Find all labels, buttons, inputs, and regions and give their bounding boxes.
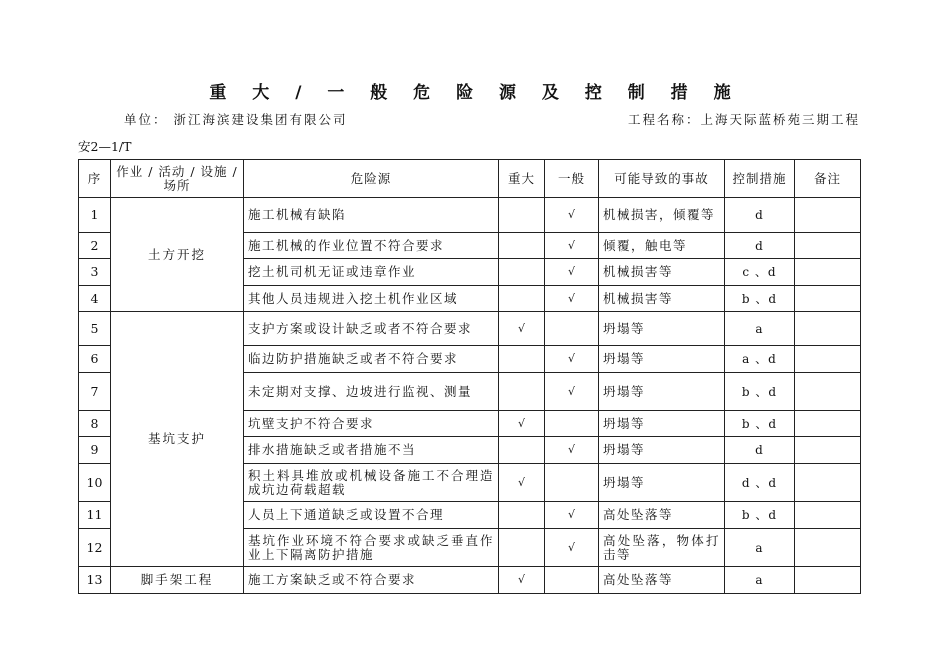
control-cell: d [725, 437, 795, 464]
remark-cell [795, 233, 861, 259]
header-major: 重大 [499, 160, 545, 198]
accident-cell: 坍塌等 [599, 437, 725, 464]
header-seq: 序 [79, 160, 111, 198]
remark-cell [795, 373, 861, 411]
major-cell: √ [499, 464, 545, 502]
general-cell [545, 567, 599, 594]
control-cell: a [725, 567, 795, 594]
major-cell [499, 233, 545, 259]
seq-cell: 6 [79, 346, 111, 373]
control-cell: d 、d [725, 464, 795, 502]
accident-cell: 坍塌等 [599, 464, 725, 502]
hazard-cell: 施工机械有缺陷 [244, 198, 499, 233]
control-cell: c 、d [725, 259, 795, 286]
major-cell: √ [499, 312, 545, 346]
accident-cell: 坍塌等 [599, 373, 725, 411]
control-cell: a [725, 312, 795, 346]
activity-cell: 脚手架工程 [111, 567, 244, 594]
general-cell: √ [545, 286, 599, 312]
activity-cell: 土方开挖 [111, 198, 244, 312]
remark-cell [795, 312, 861, 346]
control-cell: b 、d [725, 502, 795, 529]
hazard-cell: 支护方案或设计缺乏或者不符合要求 [244, 312, 499, 346]
hazard-cell: 其他人员违规进入挖土机作业区域 [244, 286, 499, 312]
seq-cell: 9 [79, 437, 111, 464]
accident-cell: 高处坠落等 [599, 502, 725, 529]
header-control: 控制措施 [725, 160, 795, 198]
general-cell: √ [545, 529, 599, 567]
accident-cell: 坍塌等 [599, 411, 725, 437]
header-activity: 作业 / 活动 / 设施 / 场所 [111, 160, 244, 198]
form-code: 安2—1/T [78, 139, 132, 154]
remark-cell [795, 502, 861, 529]
general-cell: √ [545, 259, 599, 286]
remark-cell [795, 567, 861, 594]
remark-cell [795, 259, 861, 286]
remark-cell [795, 198, 861, 233]
project-name-label: 工程名称：上海天际蓝桥苑三期工程 [627, 112, 860, 127]
table-header-row [79, 160, 861, 198]
major-cell: √ [499, 567, 545, 594]
major-cell [499, 198, 545, 233]
seq-cell: 2 [79, 233, 111, 259]
hazard-cell: 排水措施缺乏或者措施不当 [244, 437, 499, 464]
header-general: 一般 [545, 160, 599, 198]
control-cell: b 、d [725, 286, 795, 312]
general-cell [545, 464, 599, 502]
general-cell: √ [545, 373, 599, 411]
seq-cell: 7 [79, 373, 111, 411]
seq-cell: 11 [79, 502, 111, 529]
hazard-cell: 基坑作业环境不符合要求或缺乏垂直作业上下隔离防护措施 [244, 529, 499, 567]
accident-cell: 倾覆，触电等 [599, 233, 725, 259]
major-cell [499, 286, 545, 312]
major-cell [499, 346, 545, 373]
seq-cell: 12 [79, 529, 111, 567]
remark-cell [795, 346, 861, 373]
seq-cell: 5 [79, 312, 111, 346]
unit-label: 单位： 浙江海滨建设集团有限公司 [124, 112, 348, 127]
remark-cell [795, 529, 861, 567]
accident-cell: 机械损害等 [599, 259, 725, 286]
table-row [79, 198, 861, 233]
hazard-cell: 坑壁支护不符合要求 [244, 411, 499, 437]
remark-cell [795, 411, 861, 437]
accident-cell: 高处坠落，物体打击等 [599, 529, 725, 567]
accident-cell: 坍塌等 [599, 312, 725, 346]
general-cell [545, 411, 599, 437]
control-cell: d [725, 233, 795, 259]
general-cell: √ [545, 502, 599, 529]
accident-cell: 坍塌等 [599, 346, 725, 373]
header-accident: 可能导致的事故 [599, 160, 725, 198]
seq-cell: 8 [79, 411, 111, 437]
general-cell: √ [545, 233, 599, 259]
remark-cell [795, 437, 861, 464]
seq-cell: 10 [79, 464, 111, 502]
activity-cell: 基坑支护 [111, 312, 244, 567]
general-cell: √ [545, 437, 599, 464]
seq-cell: 13 [79, 567, 111, 594]
remark-cell [795, 464, 861, 502]
seq-cell: 3 [79, 259, 111, 286]
general-cell: √ [545, 198, 599, 233]
accident-cell: 机械损害等 [599, 286, 725, 312]
control-cell: d [725, 198, 795, 233]
hazard-table [78, 159, 861, 594]
control-cell: b 、d [725, 373, 795, 411]
major-cell: √ [499, 411, 545, 437]
seq-cell: 4 [79, 286, 111, 312]
hazard-cell: 人员上下通道缺乏或设置不合理 [244, 502, 499, 529]
hazard-cell: 未定期对支撑、边坡进行监视、测量 [244, 373, 499, 411]
seq-cell: 1 [79, 198, 111, 233]
accident-cell: 机械损害，倾覆等 [599, 198, 725, 233]
major-cell [499, 259, 545, 286]
control-cell: b 、d [725, 411, 795, 437]
header-hazard: 危险源 [244, 160, 499, 198]
control-cell: a 、d [725, 346, 795, 373]
major-cell [499, 502, 545, 529]
remark-cell [795, 286, 861, 312]
hazard-cell: 施工机械的作业位置不符合要求 [244, 233, 499, 259]
hazard-cell: 施工方案缺乏或不符合要求 [244, 567, 499, 594]
table-row [79, 312, 861, 346]
accident-cell: 高处坠落等 [599, 567, 725, 594]
general-cell [545, 312, 599, 346]
hazard-cell: 积土料具堆放或机械设备施工不合理造成坑边荷载超载 [244, 464, 499, 502]
header-remark: 备注 [795, 160, 861, 198]
hazard-cell: 临边防护措施缺乏或者不符合要求 [244, 346, 499, 373]
table-row [79, 567, 861, 594]
major-cell [499, 529, 545, 567]
general-cell: √ [545, 346, 599, 373]
major-cell [499, 437, 545, 464]
page-title: 重 大 / 一 般 危 险 源 及 控 制 措 施 [209, 83, 741, 103]
hazard-cell: 挖土机司机无证或违章作业 [244, 259, 499, 286]
major-cell [499, 373, 545, 411]
control-cell: a [725, 529, 795, 567]
